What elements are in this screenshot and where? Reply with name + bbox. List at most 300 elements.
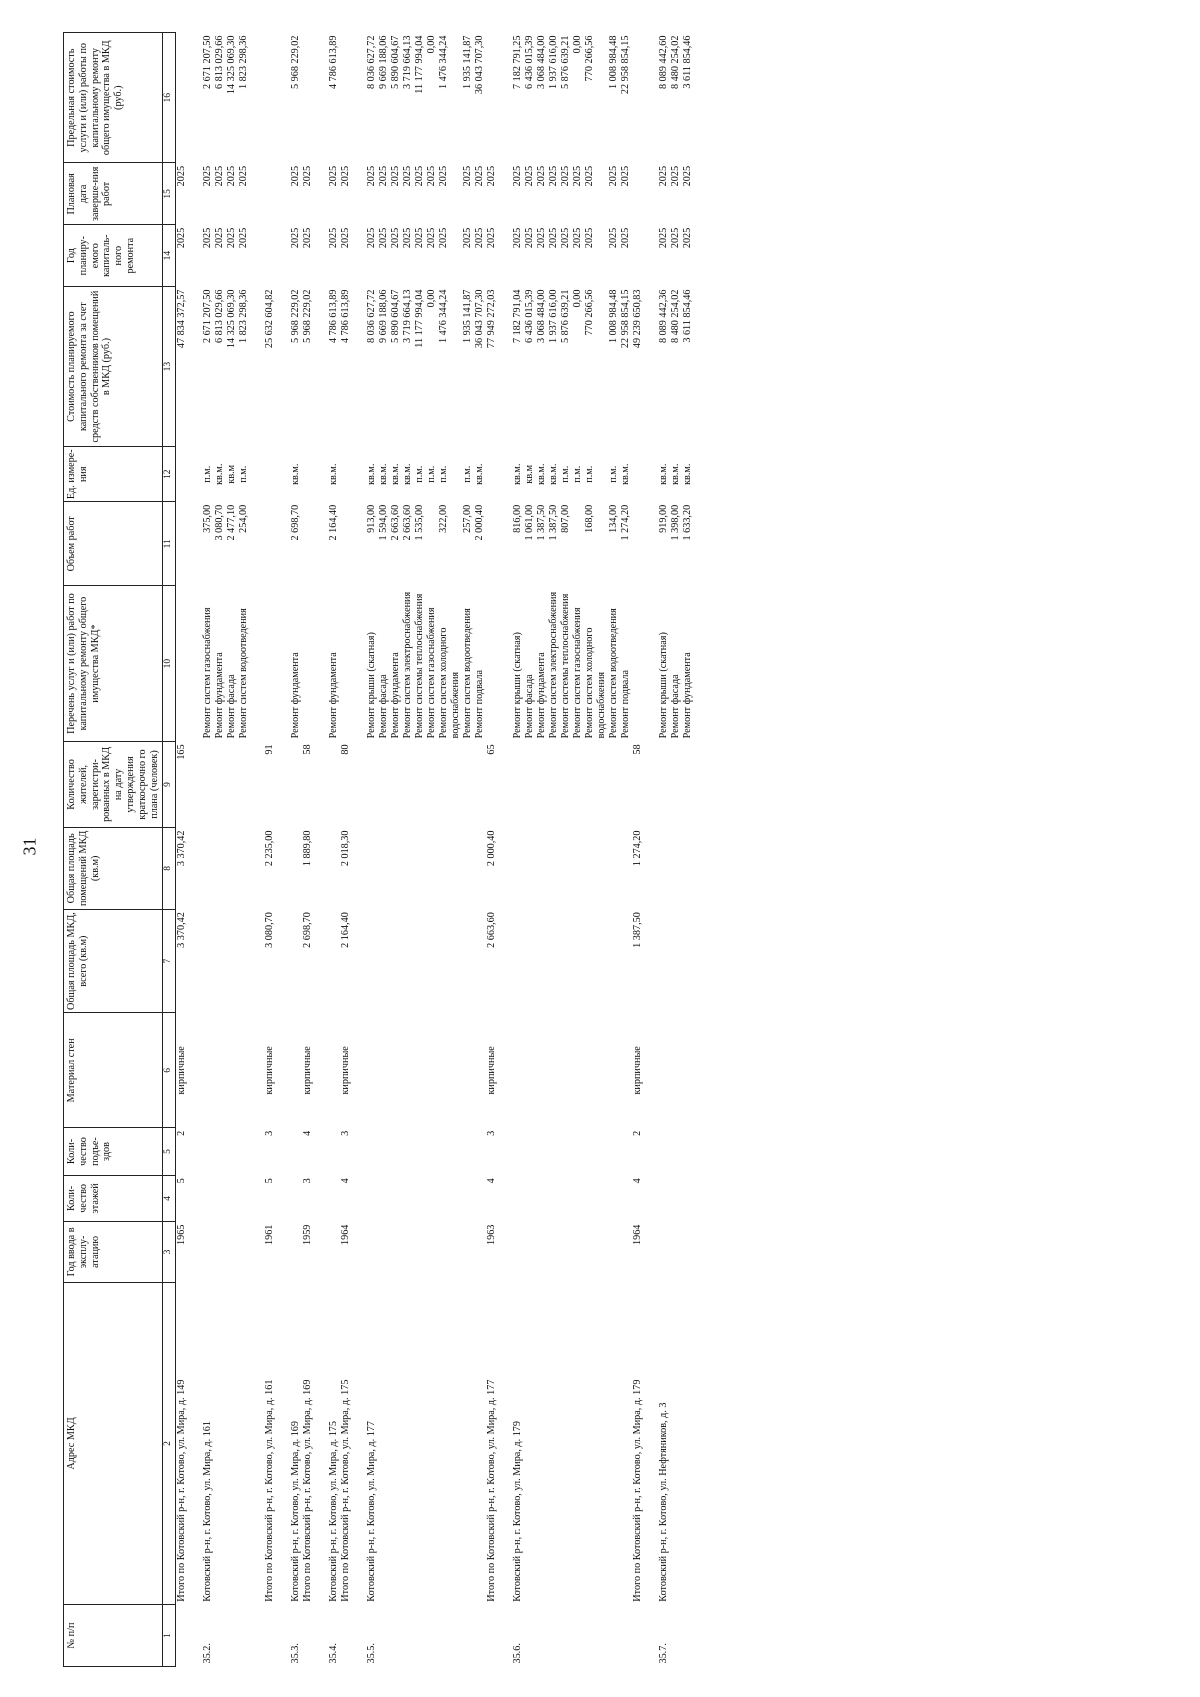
unit-line: кв.м.: [214, 463, 226, 485]
address-text: Котовский р-н, г. Котово, ул. Мира, д. 177: [366, 1421, 378, 1602]
unit-cell: [486, 447, 498, 502]
total-area-cell: [202, 909, 250, 1013]
repair-cost-line: 77 949 272,03: [486, 289, 498, 349]
floors-text: 3: [302, 1178, 314, 1184]
max-cost-line: 8 036 627,72: [366, 35, 378, 89]
row-number-cell: [366, 1605, 486, 1667]
max-cost-cell: [176, 33, 189, 163]
floors-text: 5: [176, 1178, 188, 1184]
work-volume-line: 2 164,40: [328, 504, 340, 541]
unit-line: кв.м.: [390, 463, 402, 485]
spacer-cell: [314, 33, 328, 1667]
entrances-cell: [340, 1128, 352, 1175]
total-row: [340, 33, 352, 1667]
completion-date-line: 2025: [176, 165, 188, 187]
repair-year-line: 2025: [426, 227, 438, 249]
works-list-line: Ремонт системы теплоснабжения: [560, 593, 572, 739]
repair-cost-line: 1 935 141,87: [462, 289, 474, 344]
work-volume-line: 2 000,40: [474, 504, 486, 541]
total-area-cell: [486, 909, 498, 1013]
completion-date-cell: [512, 163, 632, 225]
repair-cost-line: 7 182 791,04: [512, 289, 524, 344]
completion-date-line: 2025: [682, 165, 694, 187]
wall-material-cell: [658, 1013, 694, 1128]
unit-line: кв.м.: [620, 463, 632, 485]
max-cost-line: 3 611 854,46: [682, 35, 694, 89]
works-list-cell: [202, 586, 250, 742]
repair-cost-cell: [658, 287, 694, 447]
max-cost-line: 3 068 484,00: [536, 35, 548, 89]
completion-date-line: 2025: [548, 165, 560, 187]
cell-lines: [658, 228, 694, 284]
cell-lines: [290, 166, 302, 222]
row-number-cell: [202, 1605, 250, 1667]
wall-material-text: кирпичные: [632, 1046, 644, 1095]
completion-date-line: 2025: [202, 165, 214, 187]
premises-area-cell: [202, 828, 250, 910]
total-area-cell: [302, 909, 314, 1013]
max-cost-cell: [366, 33, 486, 163]
address-text: Итого по Котовский р-н, г. Котово, ул. Мира, д. 175: [340, 1379, 352, 1602]
work-volume-line: 1 398,00: [670, 504, 682, 541]
repair-cost-cell: [264, 287, 276, 447]
max-cost-line: 1 823 298,36: [238, 35, 250, 89]
total-area-cell: [290, 909, 302, 1013]
cell-lines: [290, 450, 302, 499]
repair-year-line: 2025: [608, 227, 620, 249]
unit-cell: [202, 447, 250, 502]
completion-date-line: 2025: [584, 165, 596, 187]
floors-cell: [512, 1175, 632, 1221]
works-list-line: Ремонт крыши (скатная): [658, 632, 670, 739]
row-number-cell: [340, 1605, 352, 1667]
works-list-line: Ремонт систем электроснабжения: [402, 591, 414, 739]
works-list-line: Ремонт фасада: [670, 674, 682, 739]
repair-year-cell: [658, 225, 694, 287]
header-row: [64, 33, 163, 1667]
works-list-line: Ремонт фундамента: [536, 652, 548, 739]
residents-text: 58: [632, 744, 644, 755]
premises-area-cell: [632, 828, 644, 910]
work-volume-cell: [658, 502, 694, 586]
address-cell: [366, 1282, 486, 1604]
entrances-cell: [264, 1128, 276, 1175]
entrances-cell: [176, 1128, 189, 1175]
spacer-row: [276, 33, 290, 1667]
floors-text: 4: [340, 1178, 352, 1184]
repair-cost-line: 6 436 015,39: [524, 289, 536, 344]
repair-year-line: 2025: [328, 227, 340, 249]
completion-date-line: 2025: [214, 165, 226, 187]
completion-date-line: 2025: [402, 165, 414, 187]
works-list-line: Ремонт подвала: [474, 670, 486, 739]
premises-area-cell: [290, 828, 302, 910]
work-volume-line: 1 535,00: [414, 504, 426, 541]
completion-date-cell: [366, 163, 486, 225]
entrances-cell: [658, 1128, 694, 1175]
entrances-cell: [290, 1128, 302, 1175]
header-cell: Коли-чество этажей: [64, 1175, 163, 1221]
wall-material-text: кирпичные: [264, 1046, 276, 1095]
completion-date-line: 2025: [378, 165, 390, 187]
works-list-line: Ремонт систем водоотведения: [462, 608, 474, 739]
repair-year-line: 2025: [414, 227, 426, 249]
work-volume-line: 134,00: [608, 504, 620, 533]
completion-date-line: 2025: [340, 165, 352, 187]
work-volume-cell: [632, 502, 644, 586]
works-list-line: Ремонт фасада: [226, 674, 238, 739]
commission-year-cell: [290, 1222, 302, 1283]
wall-material-text: кирпичные: [340, 1046, 352, 1095]
row-number-cell: [486, 1605, 498, 1667]
repair-year-line: 2025: [548, 227, 560, 249]
works-list-line: Ремонт систем газоснабжения: [426, 607, 438, 739]
row-number-cell: [658, 1605, 694, 1667]
spacer-cell: [188, 33, 202, 1667]
work-volume-cell: [202, 502, 250, 586]
work-volume-cell: [264, 502, 276, 586]
residents-cell: [302, 741, 314, 827]
floors-cell: [202, 1175, 250, 1221]
premises-area-text: 1 274,20: [632, 830, 644, 867]
residents-cell: [512, 741, 632, 827]
max-cost-line: 9 669 188,06: [378, 35, 390, 89]
total-row: [486, 33, 498, 1667]
repair-cost-line: 3 611 854,46: [682, 289, 694, 343]
max-cost-line: 770 266,56: [584, 35, 596, 82]
max-cost-line: 1 935 141,87: [462, 35, 474, 89]
repair-cost-cell: [328, 287, 340, 447]
row-number-text: 35.4.: [328, 1643, 340, 1664]
entrances-cell: [328, 1128, 340, 1175]
cell-lines: [512, 166, 632, 222]
unit-line: кв.м.: [366, 463, 378, 485]
work-volume-line: 1 633,20: [682, 504, 694, 541]
works-list-cell: [486, 586, 498, 742]
cell-lines: [328, 505, 340, 583]
spacer-row: [250, 33, 264, 1667]
completion-date-line: 2025: [302, 165, 314, 187]
address-text: Итого по Котовский р-н, г. Котово, ул. Мира, д. 177: [486, 1379, 498, 1602]
commission-year-text: 1964: [340, 1224, 352, 1245]
row-number-text: 35.7.: [658, 1643, 670, 1664]
entrances-cell: [486, 1128, 498, 1175]
repair-cost-line: 1 823 298,36: [238, 289, 250, 344]
repair-cost-line: 1 937 616,00: [548, 289, 560, 344]
address-cell: [328, 1282, 340, 1604]
completion-date-cell: [658, 163, 694, 225]
unit-line: кв.м.: [536, 463, 548, 485]
repair-cost-line: 14 325 069,30: [226, 289, 238, 349]
unit-cell: [366, 447, 486, 502]
repair-cost-cell: [366, 287, 486, 447]
repair-year-line: 2025: [584, 227, 596, 249]
address-cell: [290, 1282, 302, 1604]
spacer-cell: [498, 33, 512, 1667]
column-number-row: [163, 33, 176, 1667]
commission-year-cell: [632, 1222, 644, 1283]
unit-line: кв.м.: [658, 463, 670, 485]
repair-year-cell: [202, 225, 250, 287]
completion-date-line: 2025: [328, 165, 340, 187]
address-cell: [512, 1282, 632, 1604]
repair-year-cell: [328, 225, 340, 287]
unit-line: п.м.: [202, 465, 214, 483]
repair-cost-line: 9 669 188,06: [378, 289, 390, 344]
address-text: Котовский р-н, г. Котово, ул. Мира, д. 161: [202, 1421, 214, 1602]
header-cell: Количество жителей, зарегистри-рованных в МКД на дату утверждения краткосрочно го плана (человек): [64, 741, 163, 827]
works-list-line: Ремонт фундамента: [328, 652, 340, 739]
spacer-cell: [276, 33, 290, 1667]
floors-cell: [176, 1175, 189, 1221]
cell-lines: [264, 290, 276, 444]
repair-cost-line: 36 043 707,30: [474, 289, 486, 349]
repair-year-line: 2025: [366, 227, 378, 249]
total-area-cell: [366, 909, 486, 1013]
completion-date-line: 2025: [486, 165, 498, 187]
table-row: [202, 33, 250, 1667]
header-cell: Предельная стоимость услуги и (или) работы по капитальному ремонту общего имущества в МКД (руб.): [64, 33, 163, 163]
repair-cost-cell: [512, 287, 632, 447]
works-list-line: Ремонт фасада: [378, 674, 390, 739]
completion-date-line: 2025: [536, 165, 548, 187]
repair-year-line: 2025: [474, 227, 486, 249]
address-cell: [340, 1282, 352, 1604]
work-volume-cell: [290, 502, 302, 586]
repair-cost-cell: [176, 287, 189, 447]
cell-lines: [512, 290, 632, 444]
repair-year-line: 2025: [486, 227, 498, 249]
address-cell: [176, 1282, 189, 1604]
unit-line: п.м.: [438, 465, 450, 483]
address-cell: [264, 1282, 276, 1604]
repair-cost-cell: [202, 287, 250, 447]
table-row: [658, 33, 694, 1667]
repair-cost-line: 4 786 613,89: [340, 289, 352, 344]
header-cell: Стоимость планируемого капитального ремонта за счет средств собственников помещений в МКД (руб.): [64, 287, 163, 447]
repair-year-line: 2025: [658, 227, 670, 249]
page-number: 31: [19, 837, 40, 856]
max-cost-line: 1 008 984,48: [608, 35, 620, 89]
cell-lines: [658, 505, 694, 583]
commission-year-cell: [512, 1222, 632, 1283]
completion-date-line: 2025: [426, 165, 438, 187]
cell-lines: [512, 589, 632, 739]
unit-line: кв.м.: [402, 463, 414, 485]
total-area-text: 3 080,70: [264, 912, 276, 948]
works-list-line: Ремонт систем электроснабжения: [548, 591, 560, 739]
spacer-row: [644, 33, 658, 1667]
cell-lines: [202, 166, 250, 222]
entrances-text: 2: [632, 1130, 644, 1136]
repair-year-cell: [512, 225, 632, 287]
column-number: 1: [163, 1605, 176, 1667]
works-list-cell: [290, 586, 302, 742]
residents-cell: [176, 741, 189, 827]
entrances-text: 3: [486, 1130, 498, 1136]
premises-area-text: 2 235,00: [264, 830, 276, 867]
work-volume-line: 375,00: [202, 504, 214, 533]
repair-cost-line: 5 876 639,21: [560, 289, 572, 344]
completion-date-cell: [264, 163, 276, 225]
work-volume-line: 1 387,50: [536, 504, 548, 541]
max-cost-line: 5 876 639,21: [560, 35, 572, 89]
column-number: 11: [163, 502, 176, 586]
works-list-cell: [658, 586, 694, 742]
floors-text: 4: [632, 1178, 644, 1184]
residents-text: 91: [264, 744, 276, 755]
header-cell: Объем работ: [64, 502, 163, 586]
cell-lines: [658, 290, 694, 444]
repair-year-cell: [176, 225, 189, 287]
max-cost-line: 7 182 791,25: [512, 35, 524, 89]
max-cost-cell: [486, 33, 498, 163]
works-list-cell: [340, 586, 352, 742]
cell-lines: [632, 290, 644, 444]
unit-line: п.м.: [584, 465, 596, 483]
unit-line: п.м.: [238, 465, 250, 483]
repair-year-cell: [632, 225, 644, 287]
completion-date-line: 2025: [608, 165, 620, 187]
max-cost-line: 4 786 613,89: [328, 35, 340, 89]
cell-lines: [366, 450, 486, 499]
work-volume-cell: [302, 502, 314, 586]
entrances-text: 3: [264, 1130, 276, 1136]
residents-text: 65: [486, 744, 498, 755]
floors-cell: [264, 1175, 276, 1221]
completion-date-line: 2025: [414, 165, 426, 187]
works-list-line: Ремонт систем водоотведения: [238, 608, 250, 739]
cell-lines: [366, 589, 486, 739]
header-cell: Адрес МКД: [64, 1282, 163, 1604]
works-list-cell: [632, 586, 644, 742]
cell-lines: [366, 36, 486, 160]
completion-date-line: 2025: [620, 165, 632, 187]
floors-text: 4: [486, 1178, 498, 1184]
address-text: Котовский р-н, г. Котово, ул. Мира, д. 175: [328, 1421, 340, 1602]
address-text: Итого по Котовский р-н, г. Котово, ул. Мира, д. 161: [264, 1379, 276, 1602]
max-cost-line: 6 813 029,66: [214, 35, 226, 89]
spacer-row: [188, 33, 202, 1667]
works-list-line: Ремонт крыши (скатная): [512, 632, 524, 739]
residents-text: 80: [340, 744, 352, 755]
completion-date-line: 2025: [658, 165, 670, 187]
completion-date-line: 2025: [572, 165, 584, 187]
unit-cell: [176, 447, 189, 502]
completion-date-cell: [328, 163, 340, 225]
work-volume-line: 168,00: [584, 504, 596, 533]
repair-cost-line: 0,00: [572, 289, 584, 308]
repair-cost-line: 2 671 207,50: [202, 289, 214, 344]
residents-cell: [264, 741, 276, 827]
commission-year-cell: [264, 1222, 276, 1283]
repair-cost-line: 4 786 613,89: [328, 289, 340, 344]
column-number: 7: [163, 909, 176, 1013]
column-number: 15: [163, 163, 176, 225]
header-cell: Ед. измере-ния: [64, 447, 163, 502]
max-cost-cell: [328, 33, 340, 163]
max-cost-line: 22 958 854,15: [620, 35, 632, 95]
cell-lines: [658, 36, 694, 160]
work-volume-cell: [366, 502, 486, 586]
repair-cost-cell: [340, 287, 352, 447]
unit-line: кв.м.: [474, 463, 486, 485]
repair-year-line: 2025: [214, 227, 226, 249]
cell-lines: [202, 505, 250, 583]
header-cell: Год ввода в эксплу-атацию: [64, 1222, 163, 1283]
row-number-text: 35.5.: [366, 1643, 378, 1664]
unit-line: кв.м.: [328, 463, 340, 485]
unit-line: кв.м.: [378, 463, 390, 485]
column-number: 8: [163, 828, 176, 910]
header-cell: № п/п: [64, 1605, 163, 1667]
spacer-row: [352, 33, 366, 1667]
repair-year-line: 2025: [226, 227, 238, 249]
works-list-line: Ремонт подвала: [620, 670, 632, 739]
column-number: 16: [163, 33, 176, 163]
work-volume-cell: [176, 502, 189, 586]
total-area-cell: [632, 909, 644, 1013]
residents-cell: [632, 741, 644, 827]
column-number: 10: [163, 586, 176, 742]
entrances-cell: [512, 1128, 632, 1175]
premises-area-text: 1 889,80: [302, 830, 314, 867]
cell-lines: [290, 228, 302, 284]
spacer-row: [498, 33, 512, 1667]
work-volume-line: 2 663,60: [390, 504, 402, 541]
header-cell: Плановая дата заверше-ния работ: [64, 163, 163, 225]
cell-lines: [328, 450, 340, 499]
floors-cell: [290, 1175, 302, 1221]
unit-cell: [658, 447, 694, 502]
cell-lines: [202, 290, 250, 444]
cell-lines: [512, 228, 632, 284]
repair-year-line: 2025: [560, 227, 572, 249]
total-row: [302, 33, 314, 1667]
cell-lines: [290, 36, 302, 160]
commission-year-text: 1959: [302, 1224, 314, 1245]
cell-lines: [328, 290, 340, 444]
commission-year-text: 1964: [632, 1224, 644, 1245]
row-number-cell: [290, 1605, 302, 1667]
repair-cost-line: 1 476 344,24: [438, 289, 450, 344]
commission-year-cell: [340, 1222, 352, 1283]
table-row: [328, 33, 340, 1667]
floors-cell: [632, 1175, 644, 1221]
cell-lines: [290, 505, 302, 583]
table-row: [512, 33, 632, 1667]
completion-date-line: 2025: [524, 165, 536, 187]
repair-year-line: 2025: [202, 227, 214, 249]
entrances-cell: [202, 1128, 250, 1175]
max-cost-cell: [202, 33, 250, 163]
wall-material-text: кирпичные: [486, 1046, 498, 1095]
premises-area-cell: [302, 828, 314, 910]
residents-text: 58: [302, 744, 314, 755]
repair-year-line: 2025: [536, 227, 548, 249]
wall-material-cell: [328, 1013, 340, 1128]
work-volume-line: 1 274,20: [620, 504, 632, 541]
cell-lines: [658, 589, 694, 739]
repair-year-line: 2025: [620, 227, 632, 249]
premises-area-text: 2 018,30: [340, 830, 352, 867]
completion-date-line: 2025: [474, 165, 486, 187]
repair-cost-line: 1 008 984,48: [608, 289, 620, 344]
address-text: Итого по Котовский р-н, г. Котово, ул. Мира, д. 149: [176, 1379, 188, 1602]
unit-line: кв.м.: [682, 463, 694, 485]
column-number: 14: [163, 225, 176, 287]
repair-year-cell: [302, 225, 314, 287]
